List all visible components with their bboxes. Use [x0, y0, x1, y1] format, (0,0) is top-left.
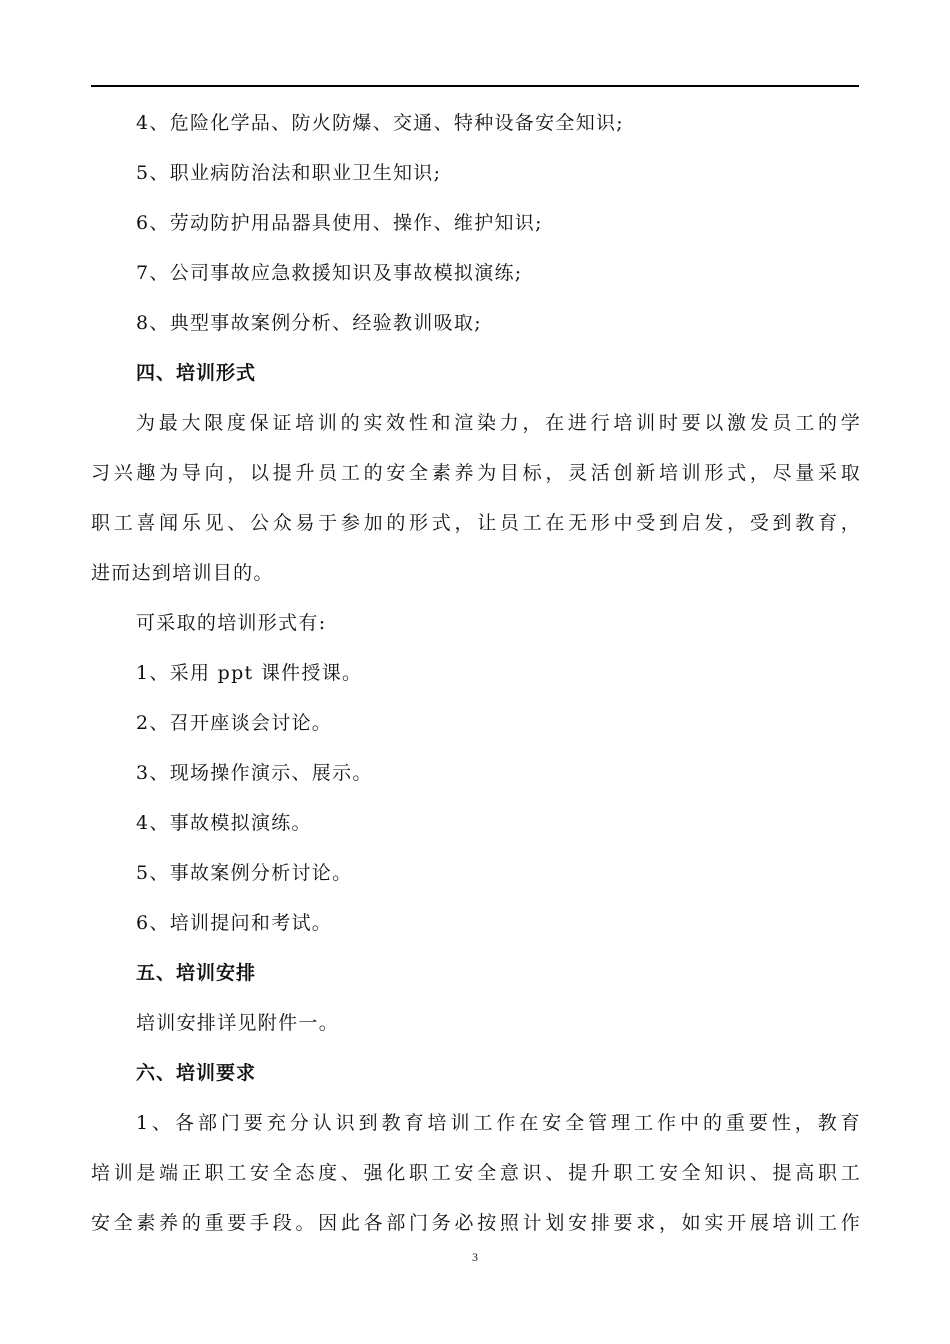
paragraph-line: 安全素养的重要手段。因此各部门务必按照计划安排要求，如实开展培训工作 [91, 1212, 861, 1234]
list-item: 3、现场操作演示、展示。 [136, 762, 373, 784]
paragraph-line: 1、各部门要充分认识到教育培训工作在安全管理工作中的重要性，教育 [136, 1112, 861, 1134]
section-heading-training-forms: 四、培训形式 [136, 362, 257, 384]
paragraph-line: 培训安排详见附件一。 [136, 1012, 340, 1034]
paragraph-line: 培训是端正职工安全态度、强化职工安全意识、提升职工安全知识、提高职工 [91, 1162, 861, 1184]
list-item: 4、危险化学品、防火防爆、交通、特种设备安全知识; [136, 112, 624, 134]
list-item: 5、职业病防治法和职业卫生知识; [136, 162, 442, 184]
header-rule [91, 85, 859, 87]
paragraph-line: 职工喜闻乐见、公众易于参加的形式，让员工在无形中受到启发，受到教育， [91, 512, 861, 534]
list-item: 8、典型事故案例分析、经验教训吸取; [136, 312, 482, 334]
paragraph-line: 为最大限度保证培训的实效性和渲染力，在进行培训时要以激发员工的学 [136, 412, 861, 434]
list-item: 7、公司事故应急救援知识及事故模拟演练; [136, 262, 523, 284]
list-item: 6、培训提问和考试。 [136, 912, 333, 934]
list-item: 6、劳动防护用品器具使用、操作、维护知识; [136, 212, 543, 234]
list-item: 2、召开座谈会讨论。 [136, 712, 333, 734]
forms-intro: 可采取的培训形式有: [136, 612, 327, 634]
list-item: 1、采用 ppt 课件授课。 [136, 662, 363, 684]
paragraph-line: 习兴趣为导向，以提升员工的安全素养为目标，灵活创新培训形式，尽量采取 [91, 462, 861, 484]
list-item: 5、事故案例分析讨论。 [136, 862, 353, 884]
list-item: 4、事故模拟演练。 [136, 812, 312, 834]
section-heading-training-schedule: 五、培训安排 [136, 962, 257, 984]
section-heading-training-requirements: 六、培训要求 [136, 1062, 257, 1084]
page-number: 3 [472, 1250, 478, 1264]
paragraph-line: 进而达到培训目的。 [91, 562, 274, 584]
